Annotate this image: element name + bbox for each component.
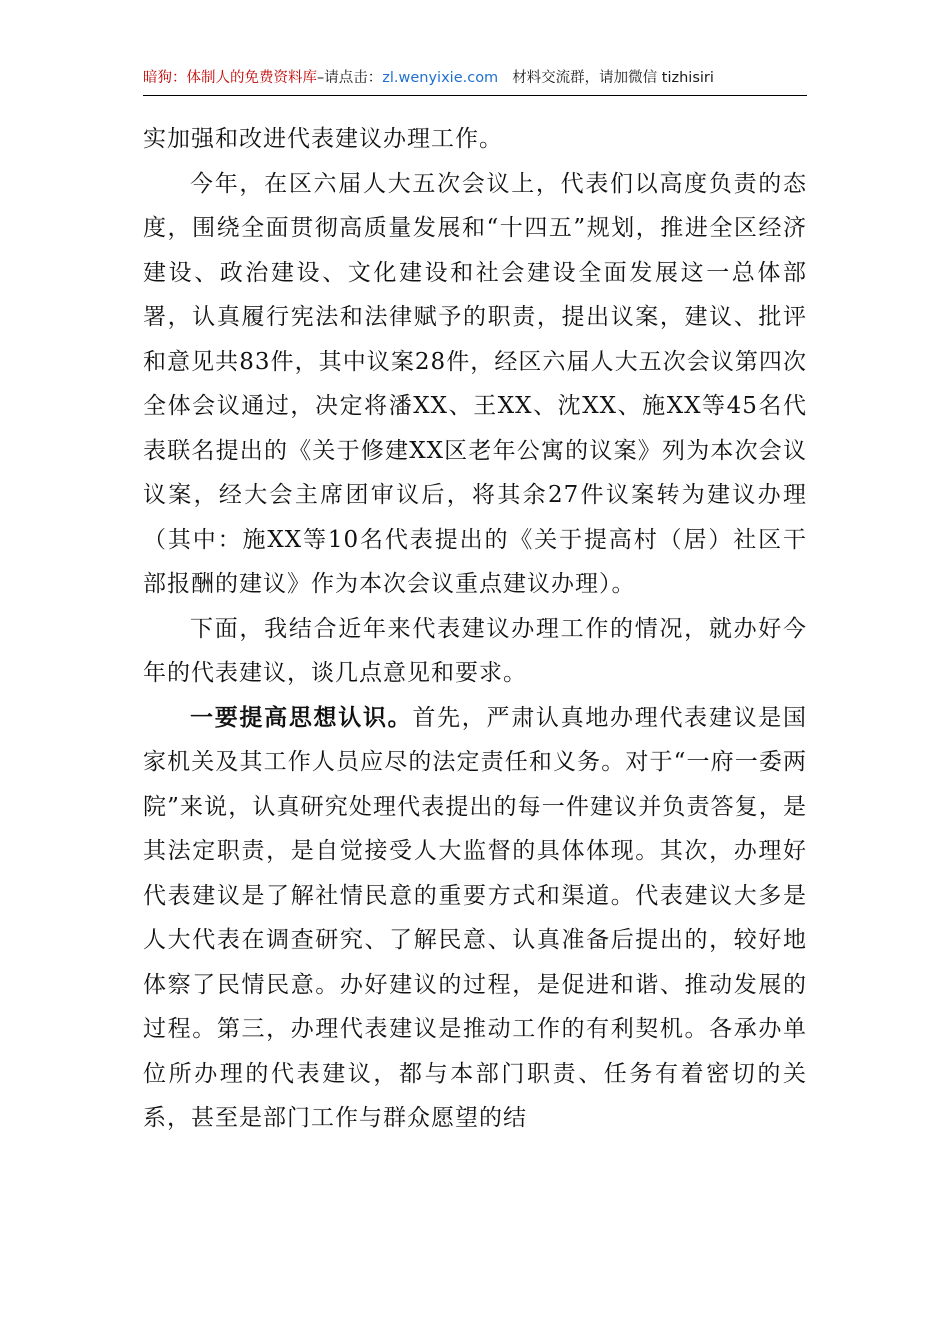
paragraph-intro: 下面，我结合近年来代表建议办理工作的情况，就办好今年的代表建议，谈几点意见和要求。 — [143, 615, 807, 686]
paragraph-continuation: 实加强和改进代表建议办理工作。 — [143, 126, 503, 152]
point-one-text: 首先，严肃认真地办理代表建议是国家机关及其工作人员应尽的法定责任和义务。对于“一府一委两院”来说，认真研究处理代表提出的每一件建议并负责答复，是其法定职责，是自觉接受人大监督的具体体现。其次，办理好代表建议是了解社情民意的重要方式和渠道。代表建议大多是人大代表在调查研究、了解民意、认真准备后提出的，较好地体察了民情民意。办好建议的过程，是促进和谐、推动发展的过程。第三，办理代表建议是推动工作的有利契机。各承办单位所办理的代表建议，都与本部门职责、任务有着密切的关系，甚至是部门工作与群众愿望的结 — [143, 704, 808, 1131]
document-body — [143, 117, 807, 1141]
page-header — [143, 62, 807, 94]
header-rule — [143, 95, 807, 96]
header-click-prompt: –请点击： — [317, 70, 383, 86]
header-site-name: 暗狗：体制人的免费资料库 — [143, 70, 317, 86]
header-link[interactable]: zl.wenyixie.com — [382, 70, 499, 86]
header-contact: 材料交流群，请加微信 tizhisiri — [512, 70, 714, 86]
paragraph-meeting-summary: 今年，在区六届人大五次会议上，代表们以高度负责的态度，围绕全面贯彻高质量发展和“十四五”规划，推进全区经济建设、政治建设、文化建设和社会建设全面发展这一总体部署，认真履行宪法和法律赋予的职责，提出议案，建议、批评和意见共83件，其中议案28件，经区六届人大五次会议第四次全体会议通过，决定将潘XX、王XX、沈XX、施XX等45名代表联名提出的《关于修建XX区老年公寓的议案》列为本次会议议案，经大会主席团审议后，将其余27件议案转为建议办理（其中：施XX等10名代表提出的《关于提高村（居）社区干部报酬的建议》作为本次会议重点建议办理）。 — [143, 170, 807, 597]
paragraph-point-one — [143, 696, 807, 1141]
point-one-heading: 一要提高思想认识。 — [190, 703, 413, 731]
